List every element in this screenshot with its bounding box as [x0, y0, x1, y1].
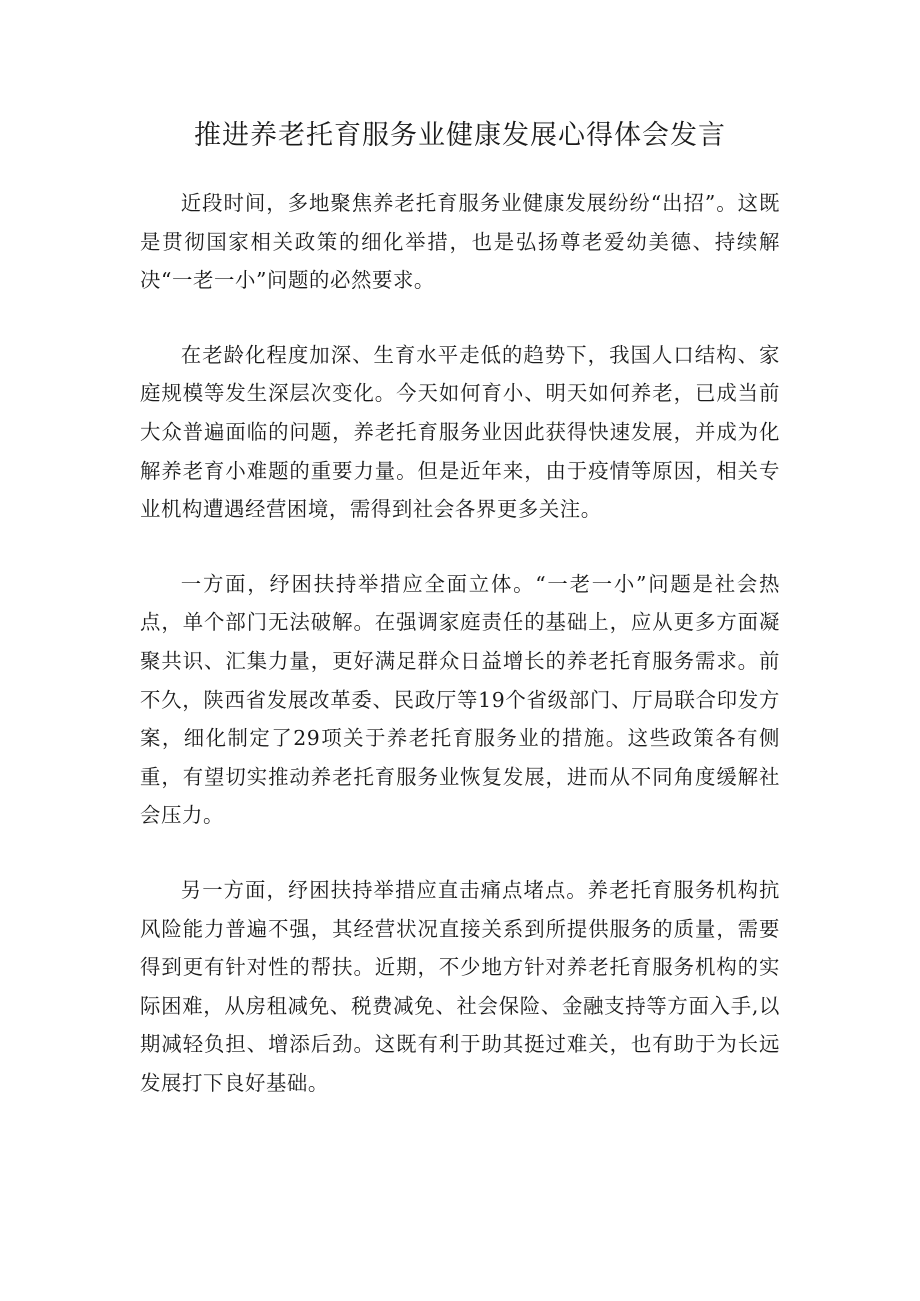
paragraph-3: 一方面，纾困扶持举措应全面立体。“一老一小”问题是社会热点，单个部门无法破解。在强调家庭责任的基础上，应从更多方面凝聚共识、汇集力量，更好满足群众日益增长的养老托育服务需求。前不久，陕西省发展改革委、民政厅等19个省级部门、厅局联合印发方案，细化制定了29项关于养老托育服务业的措施。这些政策各有侧重，有望切实推动养老托育服务业恢复发展，进而从不同角度缓解社会压力。	[140, 571, 780, 828]
paragraph-2: 在老龄化程度加深、生育水平走低的趋势下，我国人口结构、家庭规模等发生深层次变化。今天如何育小、明天如何养老，已成当前大众普遍面临的问题，养老托育服务业因此获得快速发展，并成为化解养老育小难题的重要力量。但是近年来，由于疫情等原因，相关专业机构遭遇经营困境，需得到社会各界更多关注。	[140, 342, 780, 522]
paragraph-1: 近段时间，多地聚焦养老托育服务业健康发展纷纷“出招”。这既是贯彻国家相关政策的细化举措，也是弘扬尊老爱幼美德、持续解决“一老一小”问题的必然要求。	[140, 191, 780, 293]
paragraph-4: 另一方面，纾困扶持举措应直击痛点堵点。养老托育服务机构抗风险能力普遍不强，其经营状况直接关系到所提供服务的质量，需要得到更有针对性的帮扶。近期，不少地方针对养老托育服务机构的实际困难，从房租减免、税费减免、社会保险、金融支持等方面入手,以期减轻负担、增添后劲。这既有利于助其挺过难关，也有助于为长远发展打下良好基础。	[140, 877, 780, 1095]
document-title: 推进养老托育服务业健康发展心得体会发言	[194, 120, 726, 151]
